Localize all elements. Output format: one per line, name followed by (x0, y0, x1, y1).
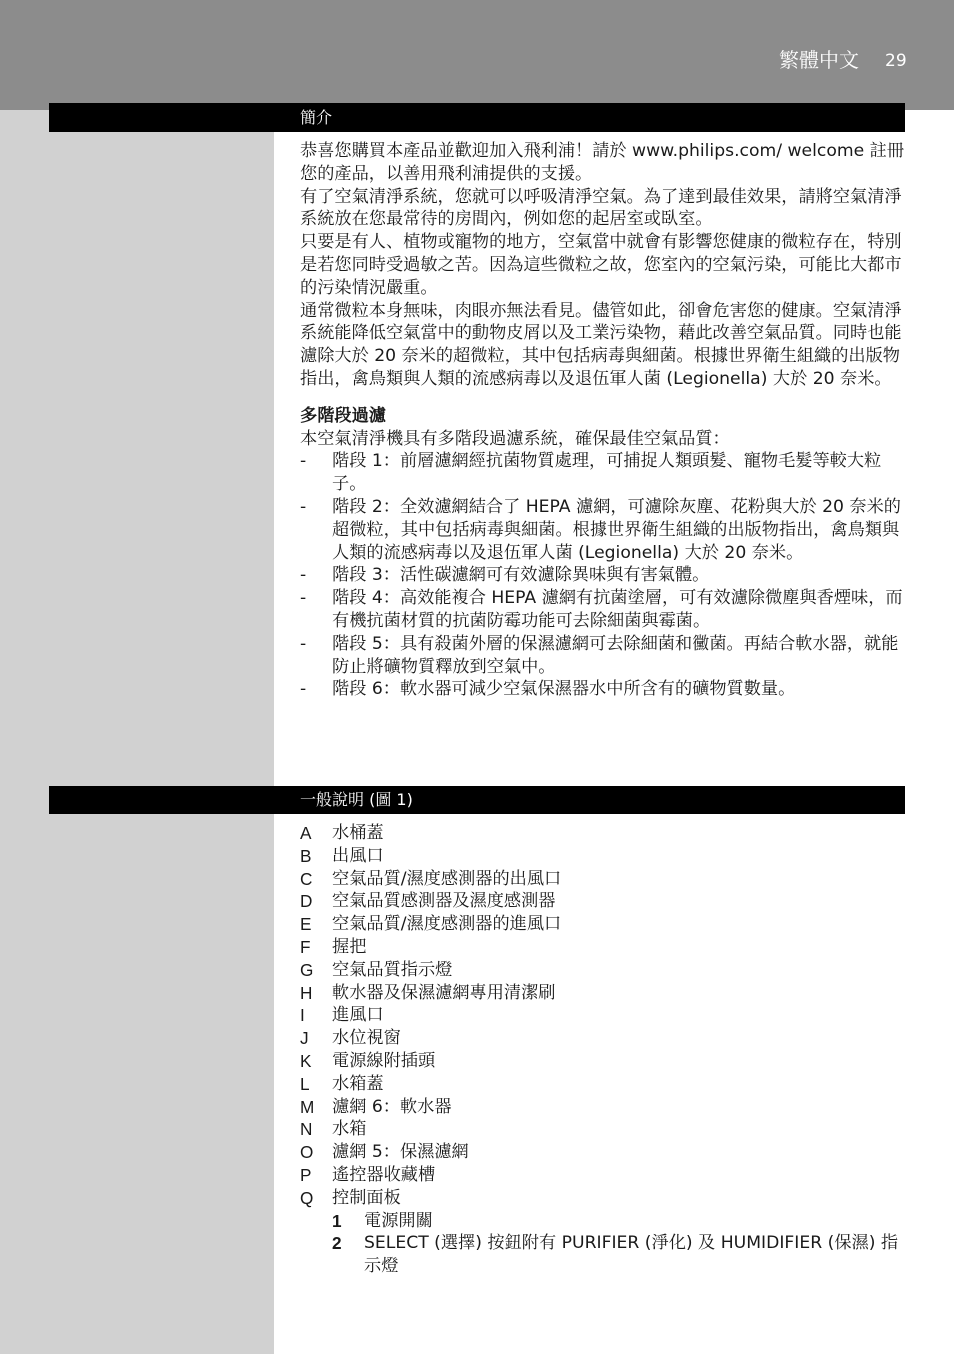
control-panel-item-1 (300, 1210, 906, 1233)
legend-text: 進風口 (332, 1005, 384, 1026)
legend-item-n (300, 1118, 906, 1141)
header-language: 繁體中文 (779, 48, 859, 72)
legend-item-d (300, 890, 906, 913)
legend-item-g (300, 959, 906, 982)
legend-text: 濾網 5：保濕濾網 (332, 1142, 469, 1163)
legend-item-p (300, 1164, 906, 1187)
legend-text: 水箱蓋 (332, 1073, 384, 1094)
legend-letter: L (300, 1073, 310, 1094)
list-item (300, 564, 906, 587)
legend-letter: Q (300, 1187, 314, 1208)
legend-text: 握把 (332, 936, 367, 957)
subitem-text: SELECT (選擇) 按鈕附有 PURIFIER (淨化) 及 HUMIDIFIER (保濕) 指示燈 (364, 1233, 899, 1277)
intro-paragraph-3: 只要是有人、植物或寵物的地方，空氣當中就會有影響您健康的微粒存在，特別是若您同時受過敏之苦。因為這些微粒之故，您室內的空氣污染，可能比大都市的污染情況嚴重。 (300, 232, 902, 298)
dash-bullet: - (300, 565, 307, 586)
legend-item-k (300, 1050, 906, 1073)
legend-item-e (300, 913, 906, 936)
parts-legend (300, 822, 906, 1278)
legend-text: 控制面板 (332, 1187, 401, 1208)
subitem-text: 電源開關 (364, 1210, 433, 1231)
legend-text: 水位視窗 (332, 1028, 401, 1049)
dash-bullet: - (300, 679, 307, 700)
introduction-body (300, 140, 906, 701)
stage-4-text: 階段 4：高效能複合 HEPA 濾網有抗菌塗層，可有效濾除微塵與香煙味，而有機抗菌材質的抗菌防霉功能可去除細菌與霉菌。 (332, 588, 903, 631)
legend-item-f (300, 936, 906, 959)
dash-bullet: - (300, 451, 307, 472)
section-title-introduction: 簡介 (300, 108, 333, 127)
legend-letter: G (300, 959, 314, 980)
legend-letter: C (300, 868, 313, 889)
list-item (300, 678, 906, 701)
subitem-number: 1 (332, 1210, 342, 1231)
intro-paragraph-4: 通常微粒本身無味，肉眼亦無法看見。儘管如此，卻會危害您的健康。空氣清淨系統能降低空氣當中的動物皮屑以及工業污染物，藉此改善空氣品質。同時也能濾除大於 20 奈米的超微粒，其中包括病毒與細菌。根據世界衛生組織的出版物指出，禽鳥類與人類的流感病毒以及退伍軍人菌 (Legionella) 大於 20 奈米。 (300, 300, 902, 389)
stage-2-text: 階段 2：全效濾網結合了 HEPA 濾網，可濾除灰塵、花粉與大於 20 奈米的超微粒，其中包括病毒與細菌。根據世界衛生組織的出版物指出，禽鳥類與人類的流感病毒以及退伍軍人菌 (Legionella) 大於 20 奈米。 (332, 496, 901, 563)
dash-bullet: - (300, 496, 307, 517)
legend-text: 水箱 (332, 1119, 367, 1140)
legend-letter: B (300, 845, 312, 866)
legend-letter: F (300, 936, 311, 957)
legend-letter: D (300, 891, 313, 912)
legend-item-o (300, 1141, 906, 1164)
legend-item-b (300, 845, 906, 868)
intro-paragraph-1: 恭喜您購買本產品並歡迎加入飛利浦！請於 www.philips.com/ welcome 註冊您的產品，以善用飛利浦提供的支援。 (300, 141, 905, 184)
legend-letter: N (300, 1119, 313, 1140)
legend-text: 遙控器收藏槽 (332, 1164, 436, 1185)
legend-letter: E (300, 914, 312, 935)
page-number: 29 (885, 51, 907, 71)
list-item (300, 633, 906, 679)
legend-letter: O (300, 1142, 314, 1163)
legend-letter: P (300, 1164, 312, 1185)
filtration-intro: 本空氣清淨機具有多階段過濾系統，確保最佳空氣品質： (300, 428, 730, 449)
legend-item-c (300, 868, 906, 891)
legend-text: 濾網 6：軟水器 (332, 1096, 452, 1117)
intro-paragraph-2: 有了空氣清淨系統，您就可以呼吸清淨空氣。為了達到最佳效果，請將空氣清淨系統放在您最常待的房間內，例如您的起居室或臥室。 (300, 186, 902, 230)
dash-bullet: - (300, 588, 307, 609)
legend-text: 水桶蓋 (332, 823, 384, 843)
legend-text: 電源線附插頭 (332, 1050, 436, 1071)
dash-bullet: - (300, 633, 307, 654)
legend-text: 出風口 (332, 845, 384, 866)
list-item (300, 587, 906, 633)
legend-text: 空氣品質/濕度感測器的進風口 (332, 914, 562, 935)
control-panel-item-2 (300, 1232, 906, 1278)
legend-item-l (300, 1073, 906, 1096)
filtration-stage-list (300, 450, 906, 701)
legend-item-m (300, 1096, 906, 1119)
stage-6-text: 階段 6：軟水器可減少空氣保濕器水中所含有的礦物質數量。 (332, 679, 796, 700)
legend-letter: K (300, 1050, 312, 1071)
legend-letter: I (300, 1005, 305, 1026)
list-item (300, 496, 906, 564)
legend-letter: A (300, 823, 312, 843)
section-bar-general-description (49, 786, 905, 814)
left-margin-column (0, 110, 274, 1354)
subitem-number: 2 (332, 1233, 342, 1254)
legend-item-j (300, 1027, 906, 1050)
legend-item-q (300, 1187, 906, 1210)
legend-item-h (300, 982, 906, 1005)
legend-letter: M (300, 1096, 315, 1117)
legend-letter: H (300, 982, 313, 1003)
section-bar-introduction (49, 103, 905, 132)
stage-3-text: 階段 3：活性碳濾網可有效濾除異味與有害氣體。 (332, 565, 710, 586)
legend-letter: J (300, 1028, 309, 1049)
legend-text: 空氣品質/濕度感測器的出風口 (332, 868, 562, 889)
stage-5-text: 階段 5：具有殺菌外層的保濕濾網可去除細菌和黴菌。再結合軟水器，就能防止將礦物質釋放到空氣中。 (332, 633, 899, 677)
legend-text: 空氣品質感測器及濕度感測器 (332, 891, 556, 912)
section-title-general-description: 一般說明 (圖 1) (300, 790, 413, 809)
list-item (300, 450, 906, 496)
legend-text: 軟水器及保濕濾網專用清潔刷 (332, 982, 556, 1003)
legend-item-a (300, 822, 906, 845)
subheading-multistage-filtration: 多階段過濾 (300, 405, 386, 426)
legend-text: 空氣品質指示燈 (332, 959, 453, 980)
stage-1-text: 階段 1：前層濾網經抗菌物質處理，可捕捉人類頭髮、寵物毛髮等較大粒子。 (332, 451, 882, 495)
legend-item-i (300, 1004, 906, 1027)
